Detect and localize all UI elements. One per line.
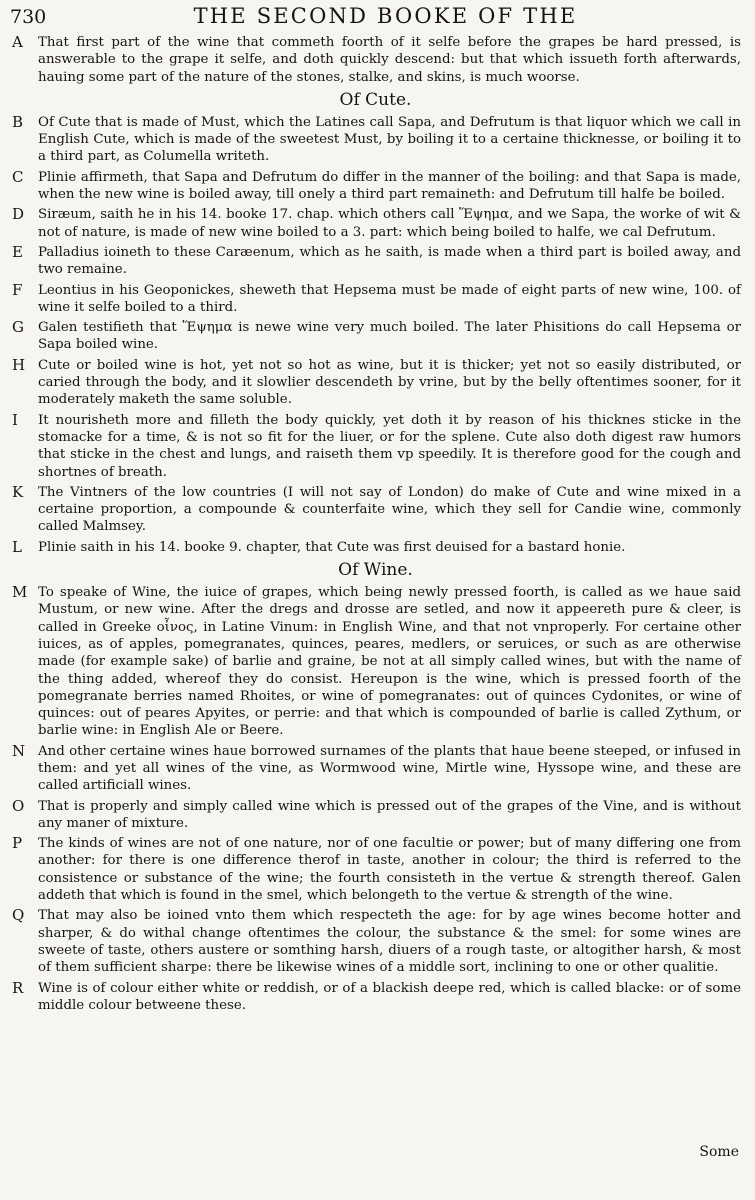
paragraph-text: The Vintners of the low countries (I will not say of London) do make of Cute and wine mixed in a certaine proportion, a compounde & counterfaite wine, which they sell for Candie wine, commonly called Malmsey. <box>38 484 741 535</box>
paragraph-text: The kinds of wines are not of one nature, nor of one facultie or power; but of many differing one from another: for there is one difference therof in taste, another in colour; the third is referred to the consistence or substance of the wine; the fourth consisteth in the vertue & strength thereof. Galen addeth that which is found in the smel, which belongeth to the vertue & strength of the wine. <box>38 836 741 904</box>
paragraph-text: That first part of the wine that commeth foorth of it selfe before the grapes be hard pressed, is answerable to the grape it selfe, and doth quickly descend: but that which issueth forth afterwards, hauing some part of the nature of the stones, stalke, and skins, is much woorse. <box>38 35 741 85</box>
page-header <box>10 4 741 34</box>
catchword: Some <box>699 1144 739 1160</box>
paragraph-b <box>10 114 741 166</box>
paragraph-marker: M <box>12 583 28 602</box>
paragraph-text: That is properly and simply called wine which is pressed out of the grapes of the Vine, and is without any maner of mixture. <box>38 798 741 831</box>
paragraph-marker: F <box>12 280 23 299</box>
paragraph-text: It nourisheth more and filleth the body quickly, yet doth it by reason of his thicknes sticke in the stomacke for a time, & is not so fit for the liuer, or for the splene. Cute also doth digest raw humors that sticke in the chest and lungs, and raiseth them vp speedily. It is therefore good for the cough and shortnes of breath. <box>38 412 741 480</box>
paragraph-text: Siræum, saith he in his 14. booke 17. chap. which others call Ἕψημα, and we Sapa, the worke of wit & not of nature, is made of new wine boiled to a 3. part: which being boiled to halfe, we cal Defrutum. <box>38 207 741 240</box>
paragraph-c <box>10 169 741 204</box>
paragraph-marker: C <box>12 167 24 186</box>
paragraph-marker: D <box>12 205 25 224</box>
paragraph-d <box>10 206 741 241</box>
paragraph-marker: O <box>12 796 25 815</box>
paragraph-marker: R <box>12 978 24 997</box>
paragraph-q <box>10 907 741 976</box>
paragraph-marker: A <box>12 33 23 51</box>
paragraph-text: Palladius ioineth to these Caræenum, which as he saith, is made when a third part is boiled away, and two remaine. <box>38 244 741 278</box>
paragraph-text: Of Cute that is made of Must, which the Latines call Sapa, and Defrutum is that liquor which we call in English Cute, which is made of the sweetest Must, by boiling it to a certaine thicknesse, or boiling it to a third part, as Columella writeth. <box>38 114 741 165</box>
paragraph-text: Leontius in his Geoponickes, sheweth that Hepsema must be made of eight parts of new wine, 100. of wine it selfe boiled to a third. <box>38 282 741 315</box>
paragraph-text: Plinie affirmeth, that Sapa and Defrutum do differ in the manner of the boiling: and that Sapa is made, when the new wine is boiled away, till onely a third part remaineth: and Defrutum till halfe be boiled. <box>38 169 741 203</box>
paragraph-o <box>10 798 741 833</box>
paragraph-l <box>10 539 741 556</box>
section-title-cute: Of Cute. <box>339 89 412 110</box>
paragraph-m <box>10 584 741 740</box>
paragraph-marker: G <box>12 318 24 337</box>
paragraph-p <box>10 835 741 904</box>
paragraph-marker: P <box>12 834 23 853</box>
running-title: THE SECOND BOOKE OF THE <box>193 4 578 28</box>
page-number: 730 <box>10 6 47 28</box>
paragraph-marker: H <box>12 355 26 374</box>
paragraph-text: That may also be ioined vnto them which respecteth the age: for by age wines become hotter and sharper, & do withal change oftentimes the colour, the substance & the smel: for some wines are sweete of taste, others austere or somthing harsh, diuers of a rough taste, or altogither harsh, & most of them sufficient sharpe: there be likewise wines of a middle sort, inclining to one or other qualitie. <box>38 908 741 976</box>
paragraph-marker: N <box>12 741 26 760</box>
paragraph-r <box>10 980 741 1015</box>
paragraph-text: And other certaine wines haue borrowed surnames of the plants that haue beene steeped, or infused in them: and yet all wines of the vine, as Wormwood wine, Mirtle wine, Hyssope wine, and these are called artificiall wines. <box>38 743 741 794</box>
paragraph-marker: B <box>12 112 24 131</box>
paragraph-i <box>10 412 741 481</box>
paragraph-text: To speake of Wine, the iuice of grapes, which being newly pressed foorth, is called as we haue said Mustum, or new wine. After the dregs and drosse are setled, and now it appeereth pure & cleer, is called in Greeke οἶνος, in Latine Vinum: in English Wine, and that not vnproperly. For certaine other iuices, as of apples, pomegranates, quinces, peares, medlers, or seruices, or such as are otherwise made (for example sake) of barlie and graine, be not at all simply called wines, but with the name of the thing added, whereof they do consist. Hereupon is the wine, which is pressed foorth of the pomegranate berries named Rhoites, or wine of pomegranates: out of quinces Cydonites, or wine of quinces: out of peares Apyites, or perrie: and that which is compounded of barlie is called Zythum, or barlie wine: in English Ale or Beere. <box>38 585 741 739</box>
paragraph-k <box>10 484 741 536</box>
paragraph-marker: Q <box>12 906 25 925</box>
paragraph-text: Wine is of colour either white or reddish, or of a blackish deepe red, which is called blacke: or of some middle colour betweene these. <box>38 980 741 1013</box>
paragraph-g <box>10 319 741 354</box>
section-title-wine: Of Wine. <box>338 560 413 581</box>
paragraph-h <box>10 357 741 409</box>
paragraph-marker: L <box>12 537 22 556</box>
paragraph-marker: K <box>12 482 24 501</box>
paragraph-marker: E <box>12 242 23 261</box>
paragraph-marker: I <box>12 410 18 429</box>
paragraph-n <box>10 743 741 795</box>
paragraph-text: Galen testifieth that Ἕψημα is newe wine very much boiled. The later Phisitions do call Hepsema or Sapa boiled wine. <box>38 320 741 353</box>
paragraph-f <box>10 282 741 317</box>
paragraph-text: Plinie saith in his 14. booke 9. chapter, that Cute was first deuised for a bastard honie. <box>38 539 626 555</box>
paragraph-e <box>10 244 741 279</box>
paragraph-text: Cute or boiled wine is hot, yet not so hot as wine, but it is thicker; yet not so easily distributed, or caried through the body, and it slowlier descendeth by vrine, but by the belly oftentimes sooner, for it moderately maketh the same soluble. <box>38 357 741 408</box>
paragraph-a <box>10 34 741 86</box>
